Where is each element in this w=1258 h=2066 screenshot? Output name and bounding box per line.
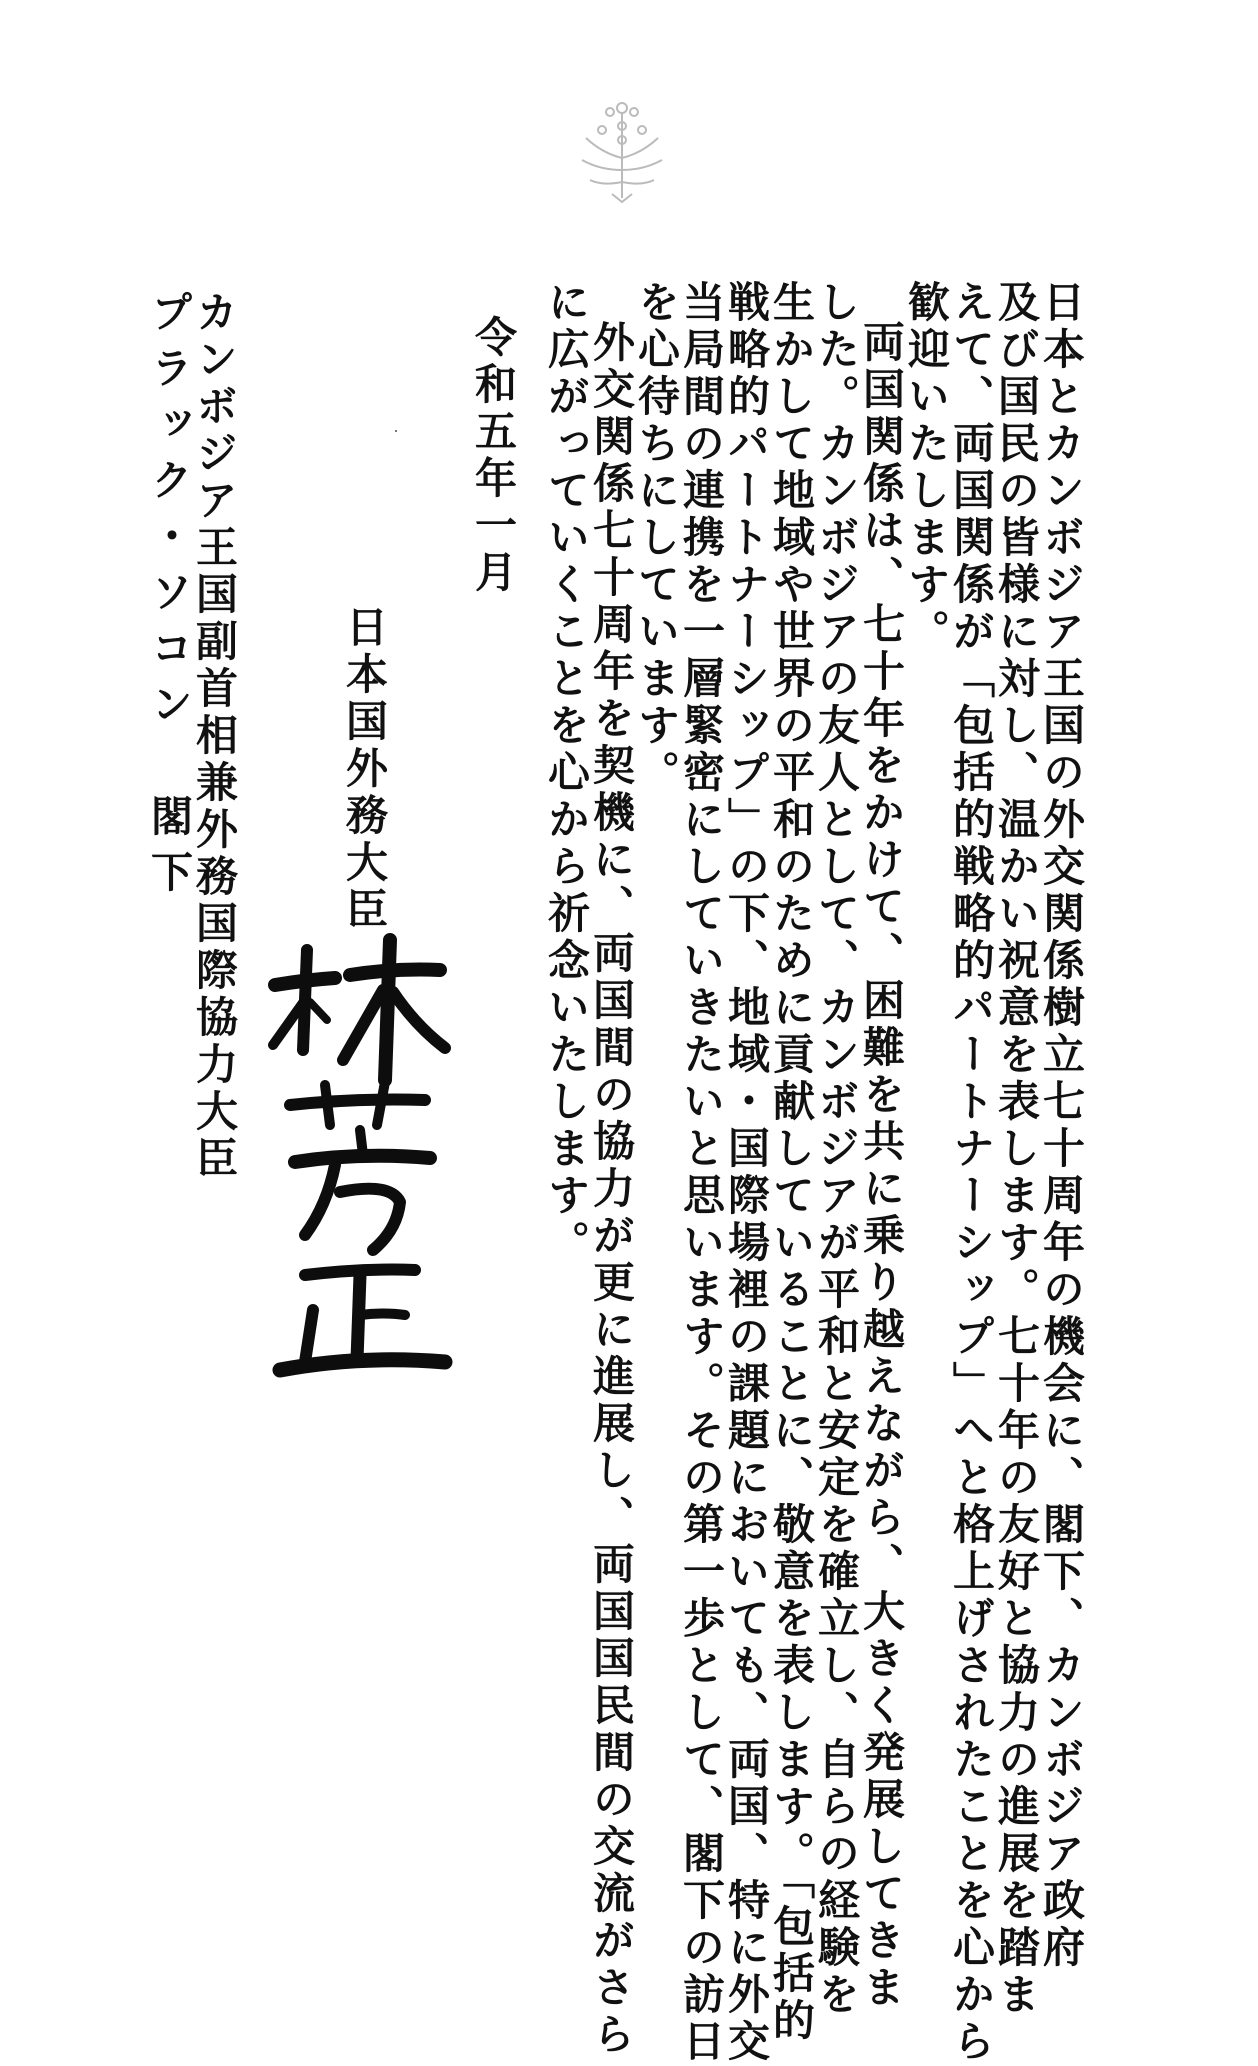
body-line-7: 生かして地域や世界の平和のために貢献していることに、敬意を表します。「包括的 xyxy=(767,280,816,2045)
recipient-name: プラック・ソコン 閣下 xyxy=(145,290,194,906)
body-line-9: 当局間の連携を一層緊密にしていきたいと思います。その第一歩として、閣下の訪日 xyxy=(677,280,726,2066)
body-line-11: 外交関係七十周年を契機に、両国間の協力が更に進展し、両国国民間の交流がさら xyxy=(587,320,636,2059)
stray-mark xyxy=(395,430,397,432)
body-line-1: 日本とカンボジア王国の外交関係樹立七十周年の機会に、閣下、カンボジア政府 xyxy=(1037,280,1086,1972)
recipient-title: カンボジア王国副首相兼外務国際協力大臣 xyxy=(190,290,239,1183)
body-line-12: に広がっていくことを心から祈念いたします。 xyxy=(542,280,591,1267)
body-line-2: 及び国民の皆様に対し、温かい祝意を表します。七十年の友好と協力の進展を踏ま xyxy=(992,280,1041,2019)
government-emblem-icon xyxy=(572,98,672,208)
letter-date: 令和五年一月 xyxy=(469,315,518,597)
sender-title: 日本国外務大臣 xyxy=(340,605,389,934)
signature xyxy=(265,930,455,1390)
body-line-10: を心待ちにしています。 xyxy=(632,280,681,797)
body-line-3: えて、両国関係が「包括的戦略的パートナーシップ」へと格上げされたことを心から xyxy=(947,280,996,2066)
body-line-4: 歓迎いたします。 xyxy=(902,280,951,656)
body-line-8: 戦略的パートナーシップ」の下、地域・国際場裡の課題においても、両国、特に外交 xyxy=(722,280,771,2066)
body-line-6: した。カンボジアの友人として、カンボジアが平和と安定を確立し、自らの経験を xyxy=(812,280,861,2019)
body-line-5: 両国関係は、七十年をかけて、困難を共に乗り越えながら、大きく発展してきま xyxy=(857,320,906,2012)
